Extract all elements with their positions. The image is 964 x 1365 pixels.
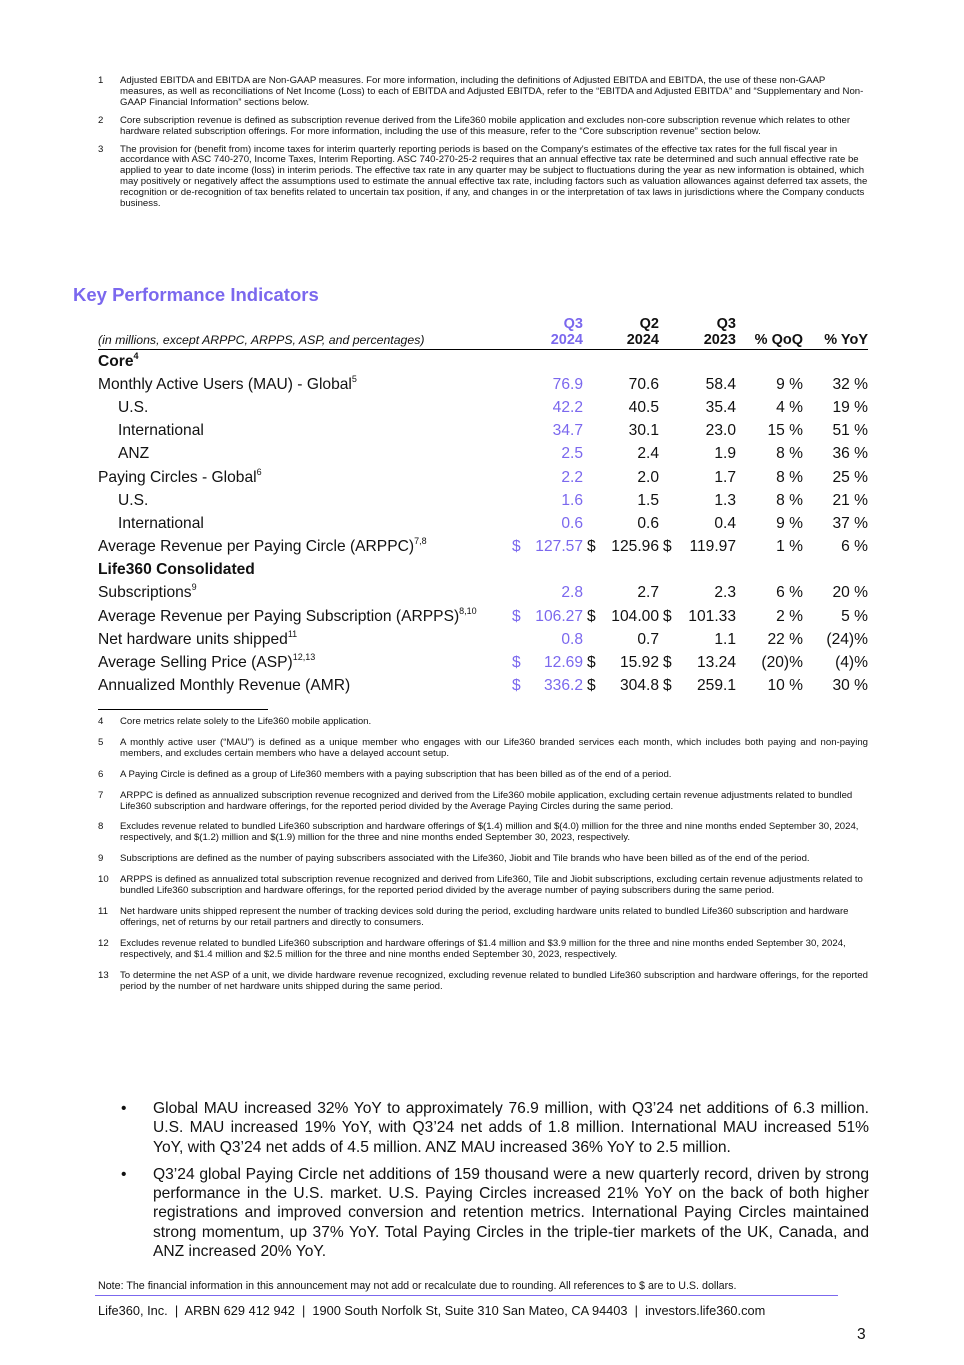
cell-q3: 0.6	[561, 514, 583, 532]
cell-q323: 35.4	[705, 398, 736, 416]
row-label: Average Revenue per Paying Subscription (ARPPS)$^{8,10}$	[98, 605, 477, 625]
footnote-3: 3 The provision for (benefit from) income taxes for interim quarterly reporting periods is based on the Company's estimates of the effective tax rates for the full fiscal year in accordance with ASC 740-270, Income Taxes, Interim Reporting. ASC 740-270-25-2 requires that an annual effective tax rate be determined and such annual effective rate be applied to year to date income (loss) in interim periods. The effective tax rate in any quarter may be subject to fluctuations during the year as new information is obtained, which may positively or negatively affect the assumptions used to estimate the annual effective tax rate, including factors such as valuation allowances against deferred tax assets, the recognition or de-recognition of tax benefits related to uncertain tax position, if any, and changes in or the interpretation of tax laws in jurisdictions where the Company conducts business.	[98, 143, 868, 210]
section-title: Key Performance Indicators	[73, 284, 319, 305]
row-label: International	[118, 514, 204, 532]
cell-q323: $ 13.24	[663, 654, 736, 672]
table-row	[98, 651, 868, 674]
cell-q323: $ 119.97	[663, 538, 736, 556]
currency-symbol: $	[587, 654, 596, 672]
cell-q323	[659, 559, 736, 582]
cell-q3	[508, 559, 583, 582]
currency-symbol: $	[663, 677, 672, 695]
section-row-core	[98, 350, 868, 374]
footnote-6: 6 A Paying Circle is defined as a group of Life360 members with a paying subscription that has been billed as of the end of a period.	[98, 768, 672, 780]
header-q3-2024: Q3 2024	[550, 316, 583, 348]
cell-q3: $ 336.2	[512, 677, 583, 695]
cell-yoy: 21 %	[832, 491, 868, 509]
cell-q323: 0.4	[714, 514, 736, 532]
cell-q323: $ 101.33	[663, 607, 736, 625]
cell-yoy: 6 %	[841, 538, 868, 556]
list-item: • Global MAU increased 32% YoY to approximately 76.9 million, with Q3’24 net additions of 6.3 million. U.S. MAU increased 19% YoY, with Q3’24 net adds of 1.8 million. International MAU increased 51% YoY, with Q3’24 net adds of 4.5 million. ANZ MAU increased 36% YoY to 2.5 million.	[121, 1100, 869, 1156]
page-number: 3	[857, 1326, 866, 1343]
cell-q3: 76.9	[552, 375, 583, 393]
cell-q2: 2.7	[637, 584, 659, 602]
cell-q3: $ 12.69	[512, 654, 583, 672]
cell-qoq: 8 %	[776, 468, 803, 486]
table-header-row	[98, 314, 868, 350]
row-label: Monthly Active Users (MAU) - Global$^5$	[98, 373, 357, 393]
cell-q3: 34.7	[552, 422, 583, 440]
cell-qoq: 8 %	[776, 491, 803, 509]
footnote-13: 13 To determine the net ASP of a unit, we divide hardware revenue recognized, excluding revenue related to bundled Life360 subscription and hardware offerings, for the reported period by the number of net hardware units shipped during the same period.	[98, 969, 868, 992]
cell-yoy	[803, 559, 868, 582]
cell-q2: $ 304.8	[587, 677, 659, 695]
cell-q323: 58.4	[705, 375, 736, 393]
table-row	[98, 443, 868, 466]
table-row	[98, 420, 868, 443]
list-item: • Q3’24 global Paying Circle net additions of 159 thousand were a new quarterly record, driven by strong performance in the U.S. market. U.S. Paying Circles increased 21% YoY on the back of both higher registrations and improved conversion and retention metrics. International Paying Circles maintained strong momentum, up 37% YoY. Total Paying Circles in the triple-tier markets of the UK, Canada, and ANZ increased 20% YoY.	[121, 1165, 869, 1261]
row-label: Life360 Consolidated	[98, 561, 255, 579]
footnote-4: 4 Core metrics relate solely to the Life360 mobile application.	[98, 716, 372, 727]
cell-q2: 0.6	[637, 514, 659, 532]
cell-qoq: 1 %	[776, 538, 803, 556]
currency-symbol: $	[512, 538, 521, 556]
top-footnotes	[98, 76, 868, 217]
cell-qoq: 9 %	[776, 514, 803, 532]
cell-q323: 23.0	[705, 422, 736, 440]
cell-qoq: 8 %	[776, 445, 803, 463]
cell-qoq: 4 %	[776, 398, 803, 416]
cell-qoq: 9 %	[776, 375, 803, 393]
row-label: U.S.	[118, 398, 149, 416]
table-row	[98, 675, 868, 698]
footnote-10: 10 ARPPS is defined as annualized total subscription revenue recognized and derived from Life360, Tile and Jiobit subscriptions, excluding certain revenue adjustments related to bundled Life360 subscription and hardware offerings, for the reported period divided by the average number of paying subscribers during the same period.	[98, 874, 863, 897]
cell-q3: 1.6	[561, 491, 583, 509]
footer-divider	[95, 1295, 838, 1296]
cell-q3: 2.5	[561, 445, 583, 463]
footnote-11: 11 Net hardware units shipped represent the number of tracking devices sold during the period, excluding hardware units related to bundled Life360 subscription and hardware offerings, net of returns by our retail partners and directly to consumers.	[98, 905, 849, 928]
section-row-consolidated	[98, 559, 868, 582]
cell-q2: 40.5	[628, 398, 659, 416]
cell-yoy: 25 %	[832, 468, 868, 486]
row-label: Net hardware units shipped$^{11}$	[98, 628, 298, 648]
cell-yoy: 51 %	[832, 422, 868, 440]
cell-q323: 1.7	[714, 468, 736, 486]
currency-symbol: $	[587, 677, 596, 695]
row-label: Average Selling Price (ASP)$^{12,13}$	[98, 652, 316, 672]
cell-yoy: (24)%	[826, 630, 868, 648]
cell-q2: 30.1	[628, 422, 659, 440]
footnote-1: 1 Adjusted EBITDA and EBITDA are Non-GAAP measures. For more information, including the definitions of Adjusted EBITDA and EBITDA, the use of these non-GAAP measures, as well as reconciliations of Net Income (Loss) to each of EBITDA and Adjusted EBITDA, refer to the “EBITDA and Adjusted EBITDA” and “Supplementary and Non-GAAP Financial Information” sections below.	[98, 75, 864, 108]
cell-q2: 2.0	[637, 468, 659, 486]
cell-yoy: 36 %	[832, 445, 868, 463]
header-yoy: % YoY	[824, 332, 868, 348]
table-row	[98, 605, 868, 628]
row-label: Annualized Monthly Revenue (AMR)	[98, 677, 351, 695]
kpi-table	[98, 314, 868, 698]
cell-q323: 1.3	[714, 491, 736, 509]
cell-q2: 2.4	[637, 445, 659, 463]
cell-yoy: 20 %	[832, 584, 868, 602]
bottom-footnotes	[98, 717, 868, 1002]
table-caption: (in millions, except ARPPC, ARPPS, ASP, and percentages)	[98, 333, 425, 347]
cell-q3: 2.2	[561, 468, 583, 486]
currency-symbol: $	[663, 607, 672, 625]
currency-symbol: $	[587, 538, 596, 556]
section-label-core: Core$^4$	[98, 350, 139, 370]
header-q3-2023: Q3 2023	[703, 316, 736, 348]
cell-q2: $ 104.00	[587, 607, 659, 625]
cell-qoq: 10 %	[767, 677, 803, 695]
cell-yoy: 5 %	[841, 607, 868, 625]
cell-q3: 42.2	[552, 398, 583, 416]
footnote-divider	[98, 709, 268, 710]
cell-q323: $ 259.1	[663, 677, 736, 695]
cell-q2: 70.6	[628, 375, 659, 393]
header-q2-2024: Q2 2024	[626, 316, 659, 348]
cell-qoq: 2 %	[776, 607, 803, 625]
currency-symbol: $	[587, 607, 596, 625]
cell-q2: 0.7	[637, 630, 659, 648]
cell-q3: $ 127.57	[512, 538, 583, 556]
cell-qoq: 15 %	[767, 422, 803, 440]
page-footer: Life360, Inc. | ARBN 629 412 942 | 1900 South Norfolk St, Suite 310 San Mateo, CA 94403 | investors.life360.com	[98, 1303, 766, 1318]
cell-q3: $ 106.27	[512, 607, 583, 625]
footnote-5: 5 A monthly active user (“MAU”) is defined as a unique member who engages with our Life360 branded services each month, which includes both paying and non-paying members, and excludes certain members who have a delayed account setup.	[98, 736, 868, 759]
cell-yoy: 19 %	[832, 398, 868, 416]
cell-q323: 1.9	[714, 445, 736, 463]
row-label: ANZ	[118, 445, 150, 463]
currency-symbol: $	[512, 654, 521, 672]
currency-symbol: $	[512, 607, 521, 625]
footnote-2: 2 Core subscription revenue is defined as subscription revenue derived from the Life360 mobile application and excludes non-core subscription revenue which relates to other hardware related subscription offerings. For more information, including the use of this measure, refer to the “Core subscription revenue” section below.	[98, 114, 851, 137]
cell-yoy: 32 %	[832, 375, 868, 393]
currency-symbol: $	[663, 538, 672, 556]
row-label: Paying Circles - Global$^6$	[98, 466, 262, 486]
cell-yoy: 37 %	[832, 514, 868, 532]
footnote-7: 7 ARPPC is defined as annualized subscription revenue recognized and derived from the Life360 mobile application, excluding certain revenue adjustments related to bundled Life360 subscription and hardware offerings, for the reported period divided by the Average Paying Circles during the same period.	[98, 789, 853, 812]
cell-yoy: (4)%	[835, 654, 868, 672]
cell-q323: 1.1	[714, 630, 736, 648]
row-label: Subscriptions$^9$	[98, 582, 197, 602]
cell-qoq: 6 %	[776, 584, 803, 602]
table-row	[98, 582, 868, 605]
row-label: Average Revenue per Paying Circle (ARPPC)$^{7,8}$	[98, 536, 427, 556]
currency-symbol: $	[512, 677, 521, 695]
cell-qoq	[736, 559, 803, 582]
cell-q2: $ 125.96	[587, 538, 659, 556]
footnote-9: 9 Subscriptions are defined as the number of paying subscribers associated with the Life360, Jiobit and Tile brands who have been billed as of the end of the period.	[98, 853, 810, 865]
header-qoq: % QoQ	[754, 332, 803, 348]
cell-q2: $ 15.92	[587, 654, 659, 672]
footnote-8: 8 Excludes revenue related to bundled Life360 subscription and hardware offerings of $(1.4) million and $(4.0) million for the three and nine months ended September 30, 2024, respectively, and $(1.2) million and $(1.9) million for the three and nine months ended September 30, 2023, respectively.	[98, 821, 859, 844]
row-label: U.S.	[118, 491, 149, 509]
cell-qoq: (20)%	[761, 654, 803, 672]
currency-symbol: $	[663, 654, 672, 672]
table-row	[98, 512, 868, 535]
footnote-12: 12 Excludes revenue related to bundled Life360 subscription and hardware offerings of $1.4 million and $3.9 million for the three and nine months ended September 30, 2024, respectively, and $1.4 million and $2.5 million for the three and nine months ended September 30, 2023, respectively.	[98, 937, 846, 960]
table-row	[98, 373, 868, 396]
cell-q2	[583, 559, 659, 582]
rounding-note: Note: The financial information in this announcement may not add or recalculate due to rounding. All references to $ are to U.S. dollars.	[98, 1280, 737, 1292]
cell-q2: 1.5	[637, 491, 659, 509]
cell-yoy: 30 %	[832, 677, 868, 695]
cell-q3: 0.8	[561, 630, 583, 648]
table-row	[98, 489, 868, 512]
cell-q323: 2.3	[714, 584, 736, 602]
highlights-list	[118, 1099, 869, 1269]
table-row	[98, 628, 868, 651]
cell-q3: 2.8	[561, 584, 583, 602]
cell-qoq: 22 %	[767, 630, 803, 648]
row-label: International	[118, 422, 204, 440]
table-row	[98, 466, 868, 489]
table-row	[98, 396, 868, 419]
table-row	[98, 536, 868, 559]
